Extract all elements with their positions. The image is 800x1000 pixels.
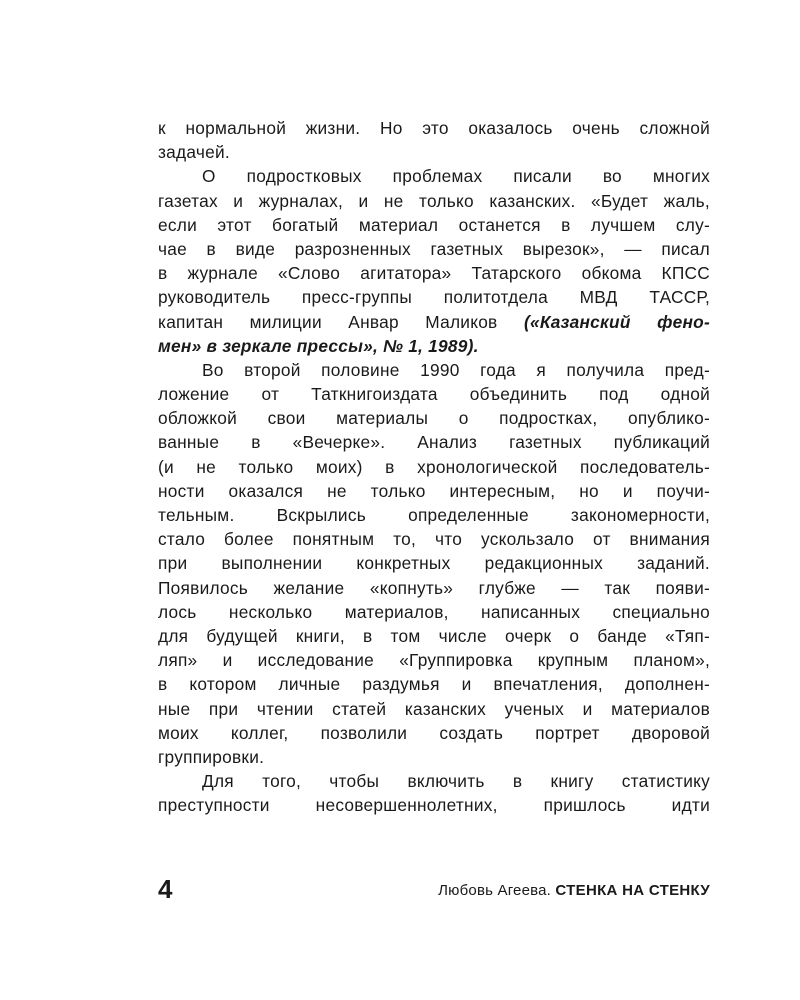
text-line: руководитель пресс-группы политотдела МВД ТАССР, xyxy=(158,287,710,308)
text-line: ные при чтении статей казанских ученых и материалов xyxy=(158,698,710,719)
author-name: Любовь Агеева. xyxy=(438,882,552,899)
text-line: тельным. Вскрылись определенные закономерности, xyxy=(158,505,710,525)
text-line: преступности несовершеннолетних, пришлось идти xyxy=(158,795,710,816)
text-line: при выполнении конкретных редакционных заданий. xyxy=(158,553,710,574)
text-line: в журнале «Слово агитатора» Татарского обкома КПСС xyxy=(158,263,710,284)
body-text xyxy=(158,116,710,817)
running-title xyxy=(438,881,710,901)
text-line: ложение от Таткнигоиздата объединить под одной xyxy=(158,384,710,405)
text-line: если этот богатый материал останется в лучшем слу- xyxy=(158,214,710,235)
text-line: ванные в «Вечерке». Анализ газетных публикаций xyxy=(158,432,710,453)
paragraph-start-line: Для того, чтобы включить в книгу статистику xyxy=(202,771,710,792)
text-line: (и не только моих) в хронологической последователь- xyxy=(158,456,710,477)
text-line: к нормальной жизни. Но это оказалось очень сложной xyxy=(158,118,710,138)
text-line: чае в виде разрозненных газетных вырезок», — писал xyxy=(158,238,710,259)
text-line: ляп» и исследование «Группировка крупным планом», xyxy=(158,650,710,671)
text-line: моих коллег, позволили создать портрет дворовой xyxy=(158,722,710,743)
text-line: Появилось желание «копнуть» глубже — так появи- xyxy=(158,577,710,598)
paragraph-start-line: Во второй половине 1990 года я получила пред- xyxy=(202,359,710,380)
text-line: газетах и журналах, и не только казанских. «Будет жаль, xyxy=(158,190,710,211)
text-line: задачей. xyxy=(158,142,230,163)
text-line: группировки. xyxy=(158,746,265,767)
text-segment: капитан милиции Анвар Маликов xyxy=(158,311,498,332)
citation-start: («Казанский фено- xyxy=(523,311,710,332)
text-line: для будущей книги, в том числе очерк о банде «Тяп- xyxy=(158,625,710,646)
text-line: стало более понятным то, что ускользало от внимания xyxy=(158,529,710,550)
text-line: в котором личные раздумья и впечатления, дополнен- xyxy=(158,674,710,695)
text-line: ности оказался не только интересным, но и поучи- xyxy=(158,480,710,501)
citation-end: мен» в зеркале прессы», № 1, 1989). xyxy=(158,335,479,356)
paragraph-start-line: О подростковых проблемах писали во многих xyxy=(202,166,710,187)
book-title: СТЕНКА НА СТЕНКУ xyxy=(555,882,710,899)
page-footer xyxy=(158,873,710,909)
text-line: обложкой свои материалы о подростках, опублико- xyxy=(158,408,710,429)
text-line-with-citation xyxy=(158,310,710,334)
page-number: 4 xyxy=(158,874,173,904)
text-line: лось несколько материалов, написанных специально xyxy=(158,601,710,622)
